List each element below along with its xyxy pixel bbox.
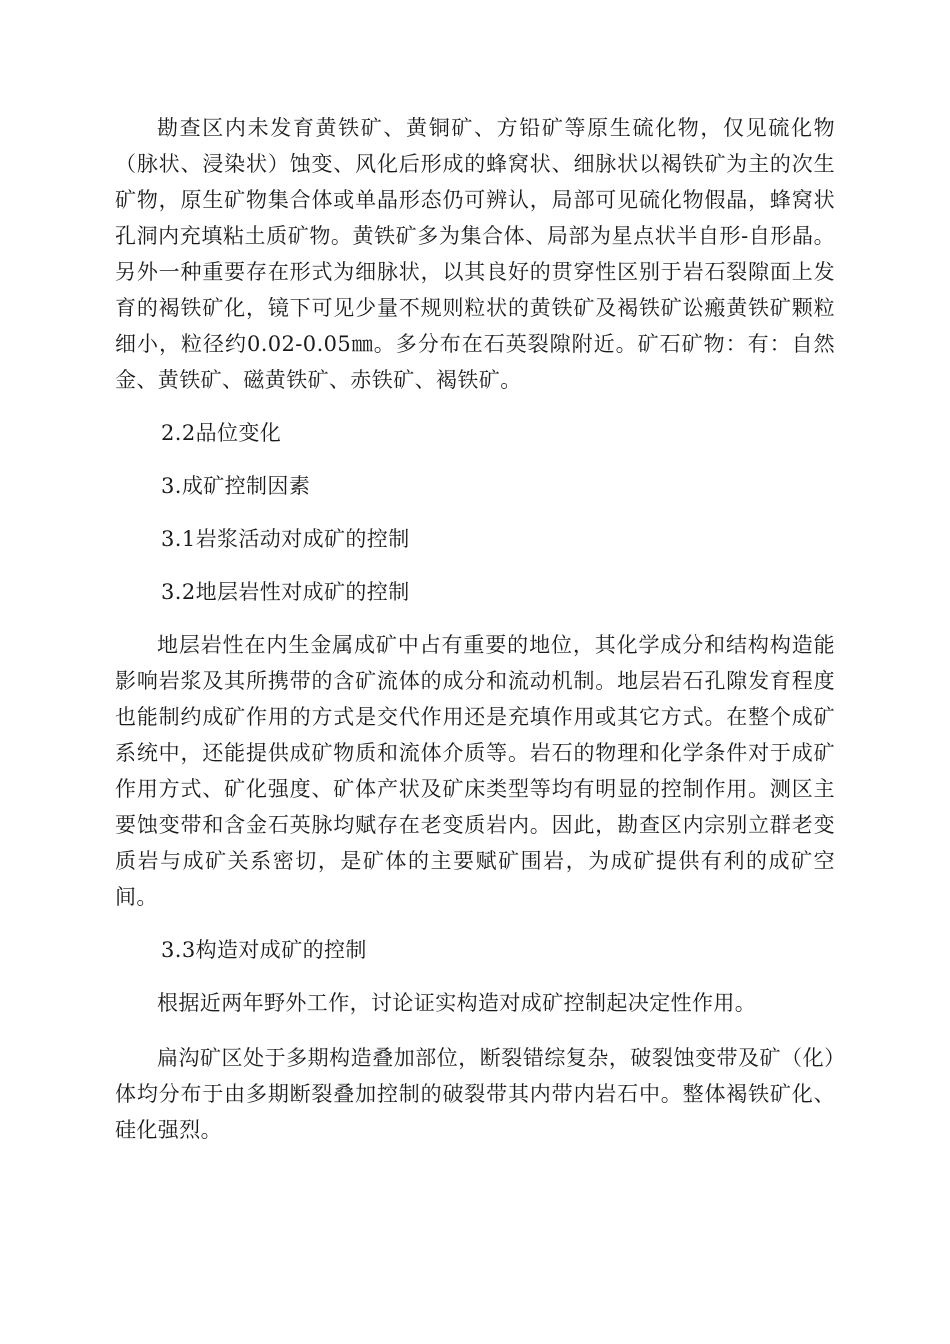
heading-structural-control: 3.3构造对成矿的控制 <box>161 938 367 962</box>
heading-magmatic-control: 3.1岩浆活动对成矿的控制 <box>161 527 410 551</box>
paragraph-biangou-district: 扁沟矿区处于多期构造叠加部位，断裂错综复杂，破裂蚀变带及矿（化）体均分布于由多期断裂叠加控制的破裂带其内带内岩石中。整体褐铁矿化、硅化强烈。 <box>115 1046 835 1142</box>
heading-grade-variation: 2.2品位变化 <box>161 421 282 445</box>
paragraph-strata-lithology: 地层岩性在内生金属成矿中占有重要的地位，其化学成分和结构构造能影响岩浆及其所携带的含矿流体的成分和流动机制。地层岩石孔隙发育程度也能制约成矿作用的方式是交代作用还是充填作用或其它方式。在整个成矿系统中，还能提供成矿物质和流体介质等。岩石的物理和化学条件对于成矿作用方式、矿化强度、矿体产状及矿床类型等均有明显的控制作用。测区主要蚀变带和含金石英脉均赋存在老变质岩内。因此，勘查区内宗别立群老变质岩与成矿关系密切，是矿体的主要赋矿围岩，为成矿提供有利的成矿空间。 <box>115 633 835 909</box>
document-body <box>115 110 835 1148</box>
heading-ore-control-factors: 3.成矿控制因素 <box>161 474 311 498</box>
heading-strata-control: 3.2地层岩性对成矿的控制 <box>161 580 410 604</box>
paragraph-mineralogy: 勘查区内未发育黄铁矿、黄铜矿、方铅矿等原生硫化物，仅见硫化物（脉状、浸染状）蚀变、风化后形成的蜂窝状、细脉状以褐铁矿为主的次生矿物，原生矿物集合体或单晶形态仍可辨认，局部可见硫化物假晶，蜂窝状孔洞内充填粘土质矿物。黄铁矿多为集合体、局部为星点状半自形-自形晶。另外一种重要存在形式为细脉状，以其良好的贯穿性区别于岩石裂隙面上发育的褐铁矿化，镜下可见少量不规则粒状的黄铁矿及褐铁矿讼瘢黄铁矿颗粒细小，粒径约0.02-0.05㎜。多分布在石英裂隙附近。矿石矿物：有：自然金、黄铁矿、磁黄铁矿、赤铁矿、褐铁矿。 <box>115 116 835 392</box>
paragraph-field-work: 根据近两年野外工作，讨论证实构造对成矿控制起决定性作用。 <box>157 991 757 1015</box>
